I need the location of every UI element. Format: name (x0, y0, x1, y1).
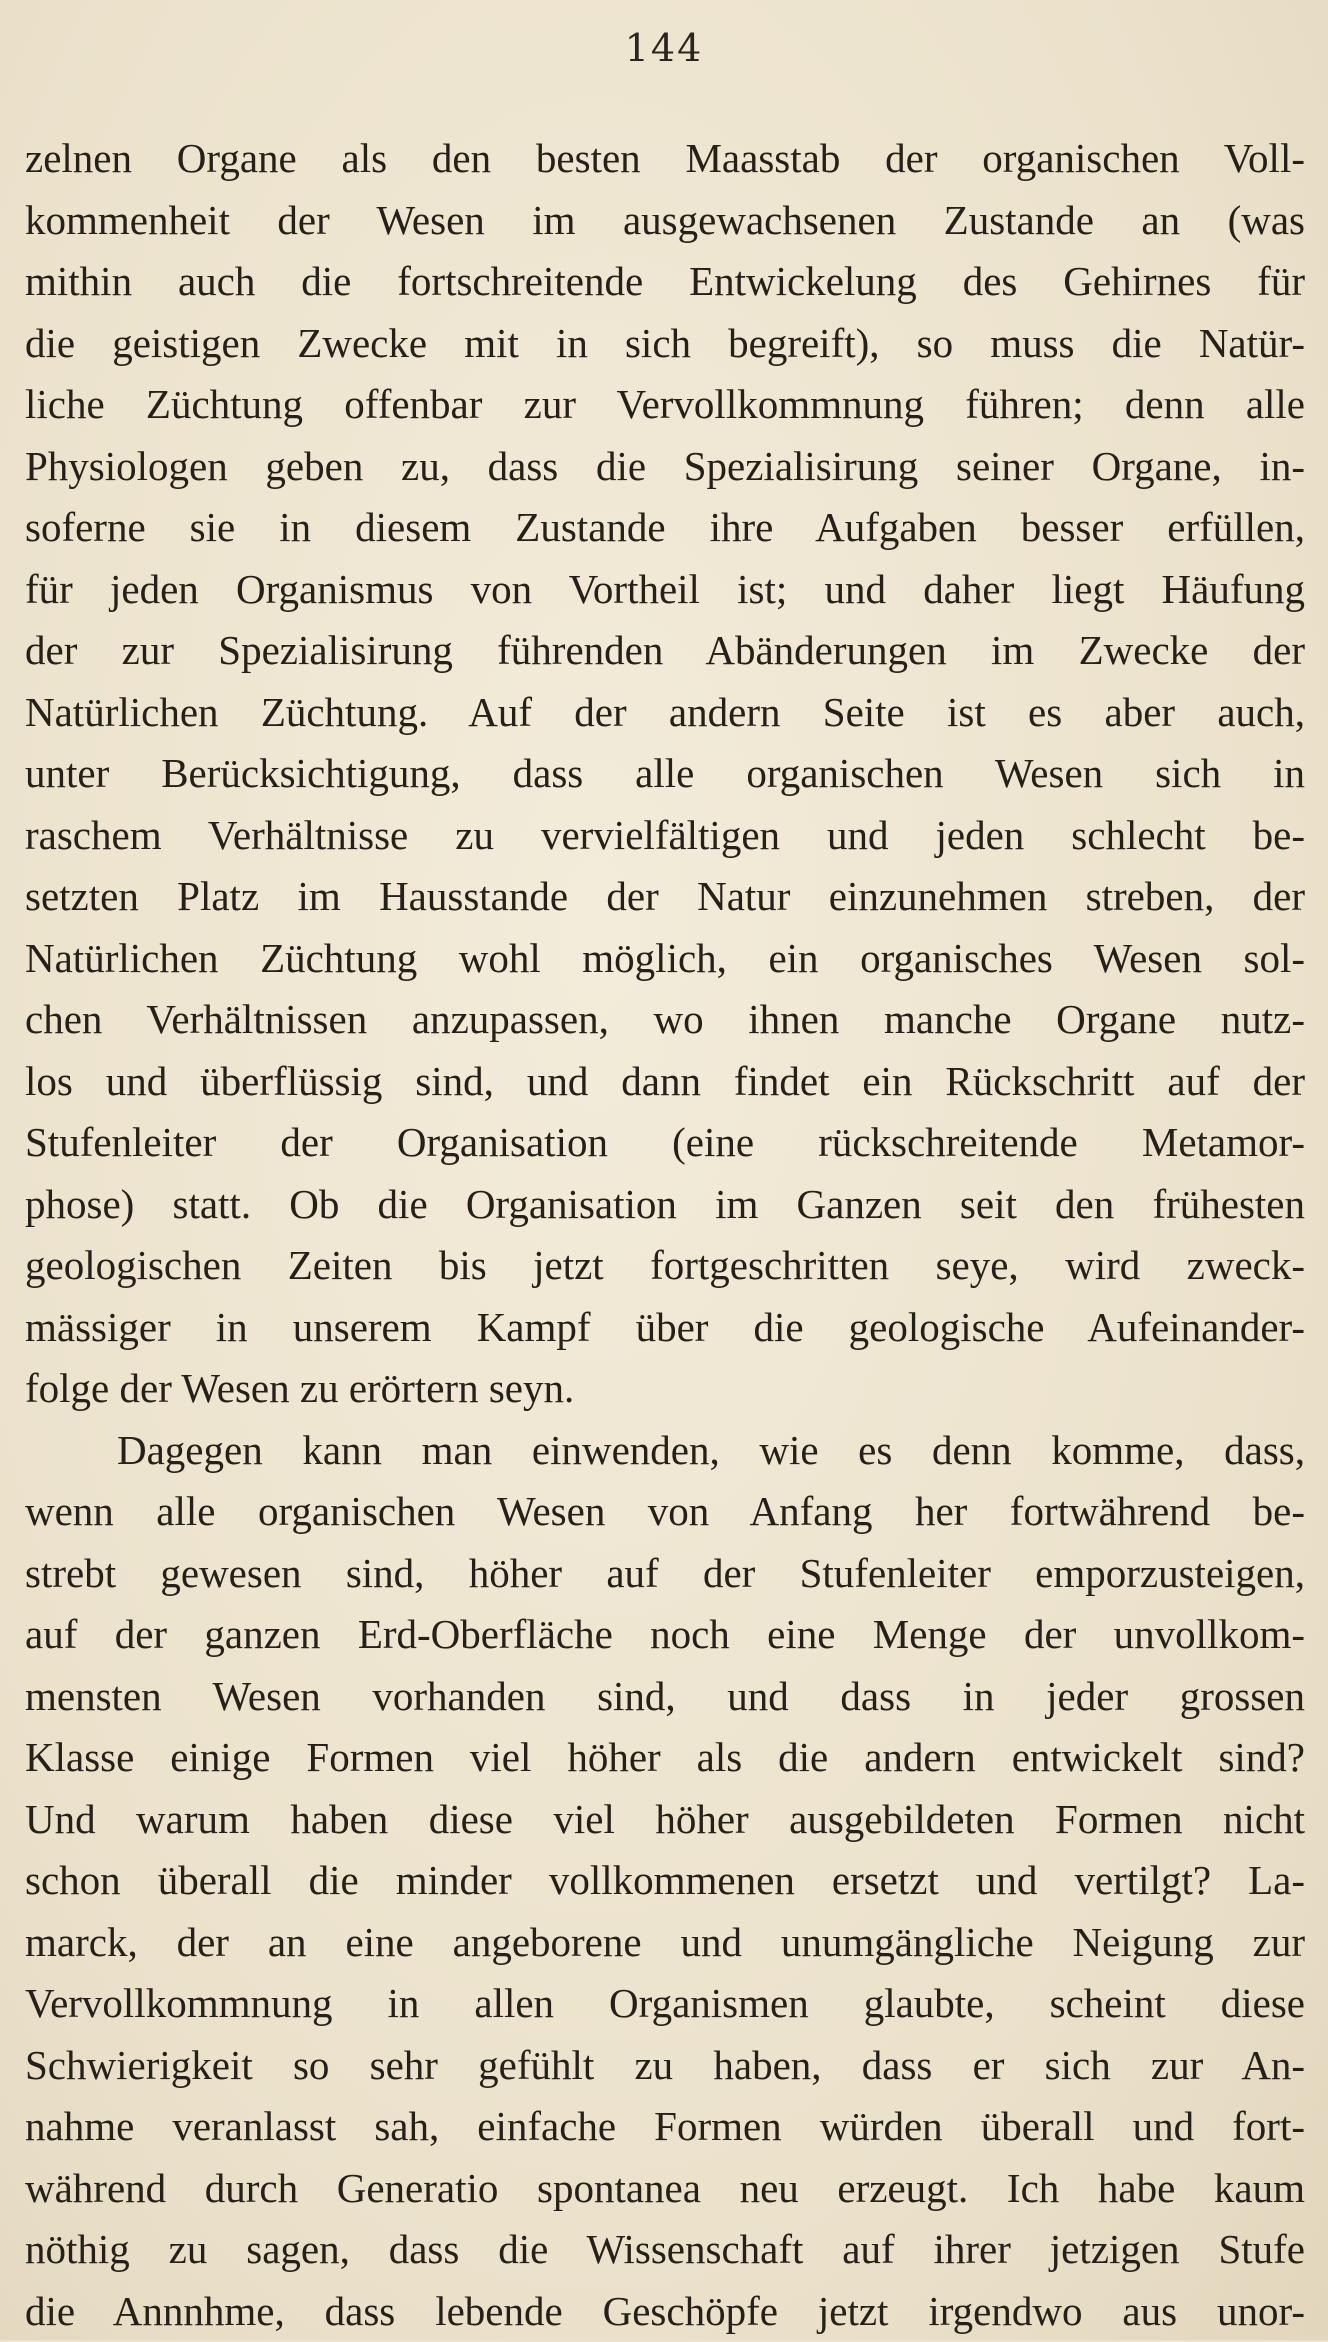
text-line: strebt gewesen sind, höher auf der Stufenleiter emporzusteigen, (25, 1543, 1305, 1605)
text-line: geologischen Zeiten bis jetzt fortgeschritten seye, wird zweck- (25, 1235, 1305, 1297)
text-line: phose) statt. Ob die Organisation im Ganzen seit den frühesten (25, 1174, 1305, 1236)
text-line: setzten Platz im Hausstande der Natur einzunehmen streben, der (25, 866, 1305, 928)
text-line: chen Verhältnissen anzupassen, wo ihnen manche Organe nutz- (25, 989, 1305, 1051)
text-line: Vervollkommnung in allen Organismen glaubte, scheint diese (25, 1973, 1305, 2035)
text-line: mässiger in unserem Kampf über die geologische Aufeinander- (25, 1297, 1305, 1359)
text-line: Natürlichen Züchtung. Auf der andern Seite ist es aber auch, (25, 682, 1305, 744)
text-line: schon überall die minder vollkommenen ersetzt und vertilgt? La- (25, 1850, 1305, 1912)
text-line: Schwierigkeit so sehr gefühlt zu haben, dass er sich zur An- (25, 2035, 1305, 2097)
text-line: soferne sie in diesem Zustande ihre Aufgaben besser erfüllen, (25, 497, 1305, 559)
text-line: wenn alle organischen Wesen von Anfang her fortwährend be- (25, 1481, 1305, 1543)
text-line: los und überflüssig sind, und dann findet ein Rückschritt auf der (25, 1051, 1305, 1113)
text-line: nöthig zu sagen, dass die Wissenschaft auf ihrer jetzigen Stufe (25, 2219, 1305, 2281)
text-line: für jeden Organismus von Vortheil ist; und daher liegt Häufung (25, 559, 1305, 621)
text-line: zelnen Organe als den besten Maasstab der organischen Voll- (25, 128, 1305, 190)
text-line: unter Berücksichtigung, dass alle organischen Wesen sich in (25, 743, 1305, 805)
body-text (25, 128, 1305, 2342)
text-line: während durch Generatio spontanea neu erzeugt. Ich habe kaum (25, 2158, 1305, 2220)
text-line: Natürlichen Züchtung wohl möglich, ein organisches Wesen sol- (25, 928, 1305, 990)
text-line: auf der ganzen Erd-Oberfläche noch eine Menge der unvollkom- (25, 1604, 1305, 1666)
text-line: liche Züchtung offenbar zur Vervollkommnung führen; denn alle (25, 374, 1305, 436)
text-line: nahme veranlasst sah, einfache Formen würden überall und fort- (25, 2096, 1305, 2158)
text-line: Und warum haben diese viel höher ausgebildeten Formen nicht (25, 1789, 1305, 1851)
page-number: 144 (0, 26, 1328, 70)
text-line: kommenheit der Wesen im ausgewachsenen Zustande an (was (25, 190, 1305, 252)
text-line: der zur Spezialisirung führenden Abänderungen im Zwecke der (25, 620, 1305, 682)
text-line: Klasse einige Formen viel höher als die andern entwickelt sind? (25, 1727, 1305, 1789)
text-line: Stufenleiter der Organisation (eine rückschreitende Metamor- (25, 1112, 1305, 1174)
text-line: Physiologen geben zu, dass die Spezialisirung seiner Organe, in- (25, 436, 1305, 498)
text-line: mensten Wesen vorhanden sind, und dass in jeder grossen (25, 1666, 1305, 1728)
paragraph-end-line: folge der Wesen zu erörtern seyn. (25, 1358, 1305, 1420)
text-line: die Annnhme, dass lebende Geschöpfe jetzt irgendwo aus unor- (25, 2281, 1305, 2342)
text-line: marck, der an eine angeborene und unumgängliche Neigung zur (25, 1912, 1305, 1974)
text-line: raschem Verhältnisse zu vervielfältigen und jeden schlecht be- (25, 805, 1305, 867)
text-line: mithin auch die fortschreitende Entwickelung des Gehirnes für (25, 251, 1305, 313)
paragraph-start-line: Dagegen kann man einwenden, wie es denn komme, dass, (25, 1420, 1305, 1482)
text-line: die geistigen Zwecke mit in sich begreift), so muss die Natür- (25, 313, 1305, 375)
